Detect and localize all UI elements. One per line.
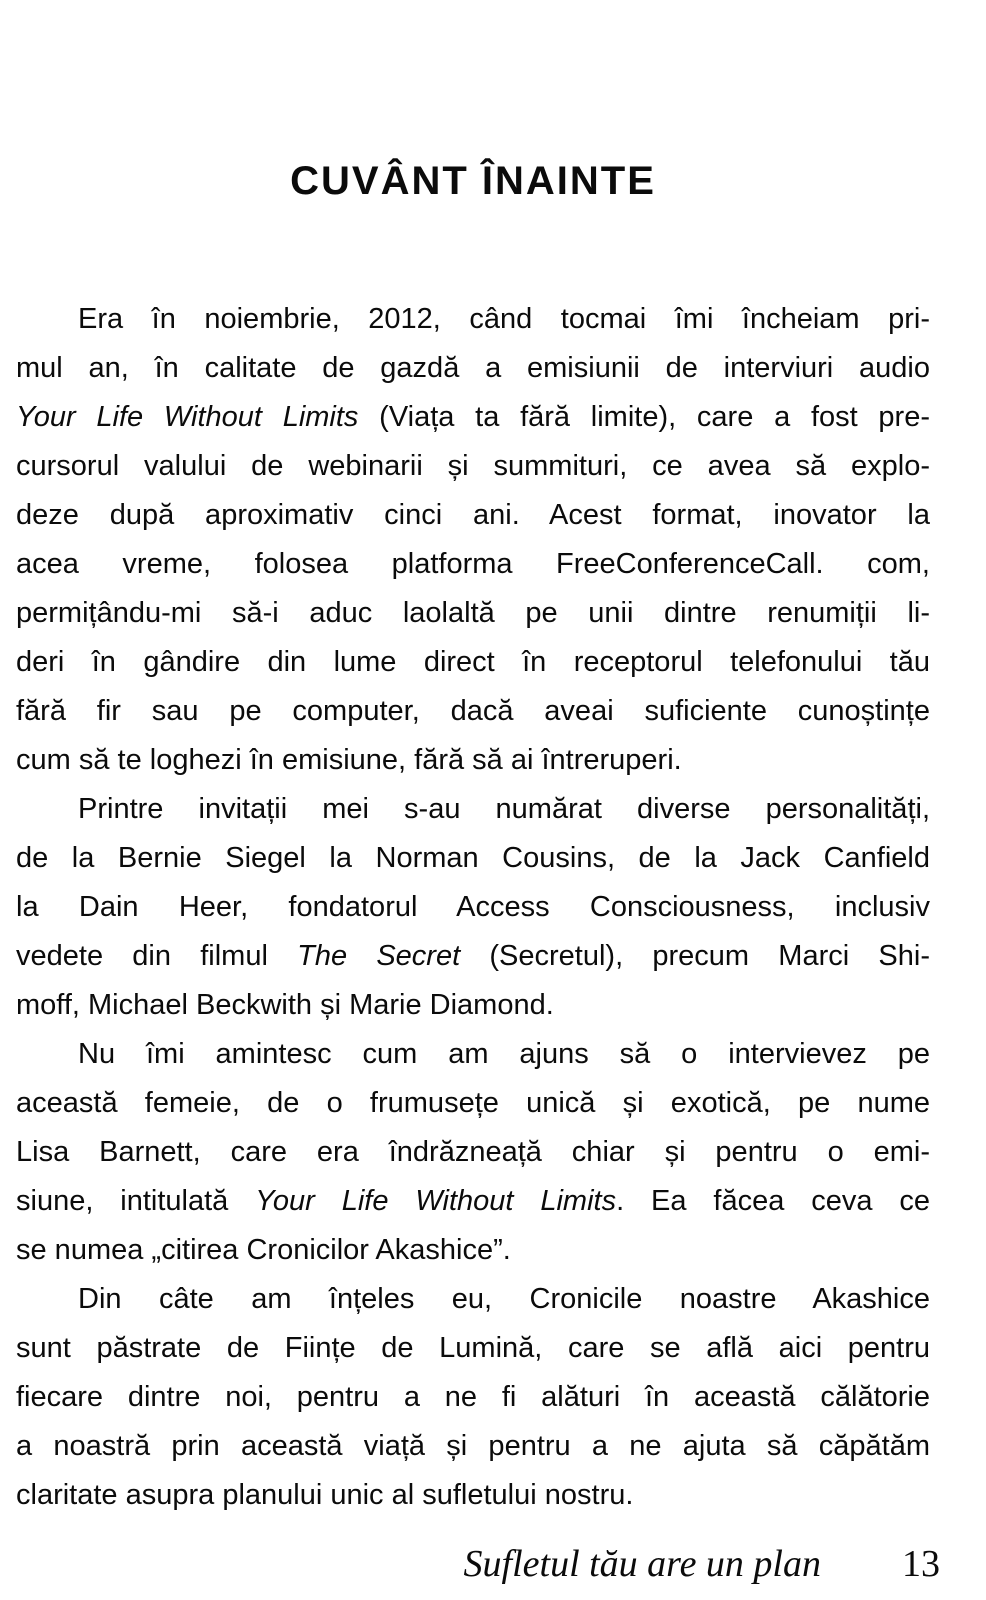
text-segment: Printre invitații mei s-au numărat diverse personalități, [78,793,930,825]
text-segment: Din câte am înțeles eu, Cronicile noastre Akashice [78,1283,930,1315]
text-line [16,540,930,589]
text-line [16,981,930,1030]
text-segment: (Secretul), precum Marci Shi- [460,940,930,972]
text-segment: moff, Michael Beckwith și Marie Diamond. [16,989,554,1021]
text-line [16,834,930,883]
text-line [16,1128,930,1177]
paragraph [16,1275,930,1520]
text-line [16,1030,930,1079]
text-line [16,491,930,540]
text-segment: (Viața ta fără limite), care a fost pre- [358,401,931,433]
text-segment: claritate asupra planului unic al sufletului nostru. [16,1479,634,1511]
text-line [16,295,930,344]
text-line [16,589,930,638]
text-segment: se numea „citirea Cronicilor Akashice”. [16,1234,511,1266]
text-segment: sunt păstrate de Ființe de Lumină, care se află aici pentru [16,1332,930,1364]
text-segment: fără fir sau pe computer, dacă aveai suficiente cunoștințe [16,695,930,727]
text-segment: deze după aproximativ cinci ani. Acest format, inovator la [16,499,930,531]
page-number: 13 [902,1543,940,1585]
text-line [16,785,930,834]
text-line [16,442,930,491]
text-line [16,1079,930,1128]
text-segment: de la Bernie Siegel la Norman Cousins, de la Jack Canfield [16,842,930,874]
italic-text: The Secret [297,940,461,972]
page-footer [16,1545,940,1583]
text-segment: siune, intitulată [16,1185,256,1217]
text-line [16,1471,930,1520]
text-line [16,687,930,736]
text-line [16,1422,930,1471]
text-segment: la Dain Heer, fondatorul Access Consciousness, inclusiv [16,891,930,923]
text-line [16,638,930,687]
text-line [16,932,930,981]
text-segment: mul an, în calitate de gazdă a emisiunii de interviuri audio [16,352,930,384]
text-segment: Nu îmi amintesc cum am ajuns să o intervievez pe [78,1038,930,1070]
text-segment: Lisa Barnett, care era îndrăzneață chiar și pentru o emi- [16,1136,930,1168]
paragraph [16,1030,930,1275]
text-line [16,1324,930,1373]
text-line [16,883,930,932]
text-segment: cursorul valului de webinarii și summituri, ce avea să explo- [16,450,930,482]
text-segment: fiecare dintre noi, pentru a ne fi alături în această călătorie [16,1381,930,1413]
text-line [16,344,930,393]
text-line [16,1177,930,1226]
text-segment: Era în noiembrie, 2012, când tocmai îmi încheiam pri- [78,303,930,335]
text-line [16,1275,930,1324]
text-line [16,1226,930,1275]
text-segment: deri în gândire din lume direct în receptorul telefonului tău [16,646,930,678]
text-segment: a noastră prin această viață și pentru a ne ajuta să căpătăm [16,1430,930,1462]
paragraph [16,295,930,785]
running-book-title: Sufletul tău are un plan [463,1543,821,1585]
text-segment: . Ea făcea ceva ce [616,1185,931,1217]
text-segment: cum să te loghezi în emisiune, fără să ai întreruperi. [16,744,682,776]
italic-text: Your Life Without Limits [16,401,359,433]
text-segment: această femeie, de o frumusețe unică și exotică, pe nume [16,1087,930,1119]
text-line [16,393,930,442]
text-line [16,736,930,785]
text-line [16,1373,930,1422]
body-text [16,295,930,1520]
italic-text: Your Life Without Limits [255,1185,617,1217]
text-segment: acea vreme, folosea platforma FreeConferenceCall. com, [16,548,930,580]
text-segment: permițându-mi să-i aduc laolaltă pe unii dintre renumiții li- [16,597,930,629]
paragraph [16,785,930,1030]
chapter-title: CUVÂNT ÎNAINTE [290,159,656,203]
text-segment: vedete din filmul [16,940,298,972]
